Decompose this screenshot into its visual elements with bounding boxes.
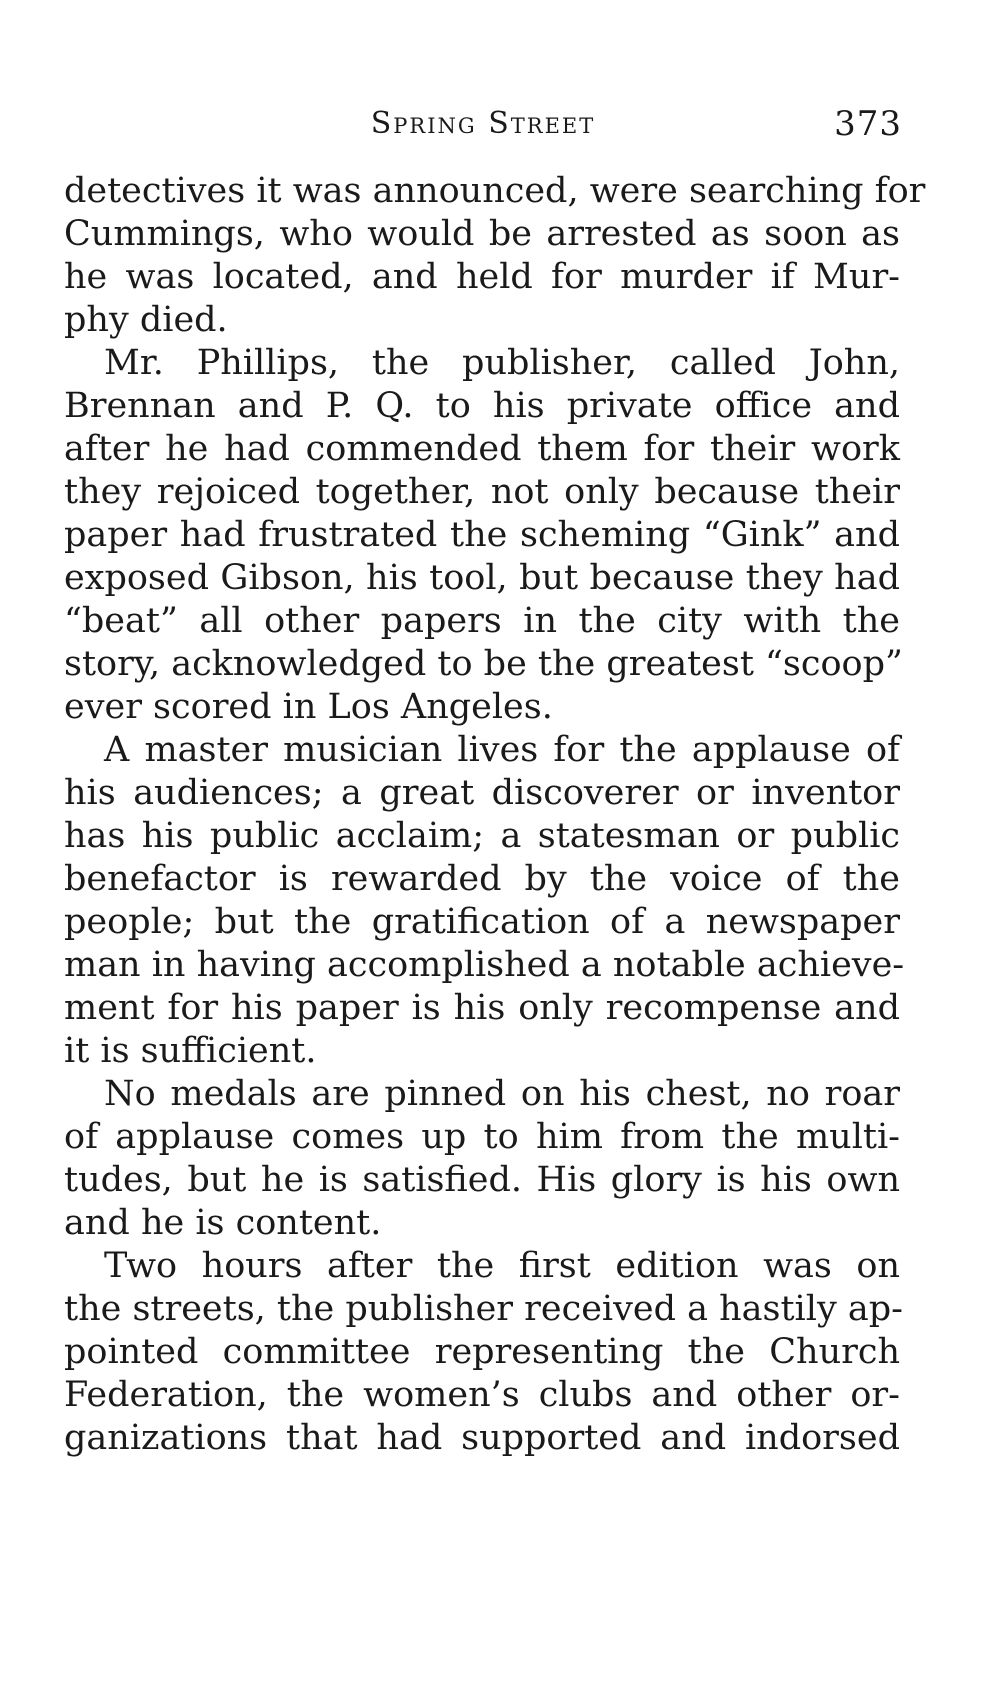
text-line: people; but the gratification of a newspaper	[64, 902, 900, 942]
text-line: Two hours after the first edition was on	[104, 1246, 900, 1286]
text-line: exposed Gibson, his tool, but because they had	[64, 558, 900, 598]
text-line: it is sufficient.	[64, 1031, 317, 1071]
text-line: detectives it was announced, were searching for	[64, 171, 926, 211]
text-line: “beat” all other papers in the city with the	[64, 601, 900, 641]
text-line: the streets, the publisher received a hastily ap-	[64, 1289, 903, 1329]
paragraph-2	[64, 342, 903, 729]
text-line: and he is content.	[64, 1203, 382, 1243]
paragraph-4	[64, 1073, 900, 1245]
text-line: ever scored in Los Angeles.	[64, 687, 553, 727]
text-line: benefactor is rewarded by the voice of the	[64, 859, 900, 899]
text-line: Federation, the women’s clubs and other or-	[64, 1375, 900, 1415]
text-line: after he had commended them for their work	[64, 429, 900, 469]
text-line: Brennan and P. Q. to his private office and	[64, 386, 900, 426]
paragraph-5	[64, 1245, 903, 1460]
text-line: A master musician lives for the applause of	[104, 730, 900, 770]
text-line: Cummings, who would be arrested as soon as	[64, 214, 900, 254]
text-line: has his public acclaim; a statesman or public	[64, 816, 900, 856]
text-line: tudes, but he is satisfied. His glory is his own	[64, 1160, 900, 1200]
text-line: No medals are pinned on his chest, no roar	[104, 1074, 900, 1114]
paragraph-1	[64, 170, 926, 342]
paragraph-3	[64, 729, 905, 1073]
text-line: his audiences; a great discoverer or inventor	[64, 773, 900, 813]
text-line: of applause comes up to him from the multi-	[64, 1117, 900, 1157]
text-line: ment for his paper is his only recompense and	[64, 988, 900, 1028]
page-number: 373	[834, 104, 902, 144]
running-head	[64, 100, 902, 148]
text-line: Mr. Phillips, the publisher, called John,	[104, 343, 900, 383]
text-line: they rejoiced together, not only because their	[64, 472, 900, 512]
running-title: Spring Street	[370, 106, 596, 141]
text-line: pointed committee representing the Church	[64, 1332, 900, 1372]
text-line: paper had frustrated the scheming “Gink” and	[64, 515, 900, 555]
text-line: ganizations that had supported and indorsed	[64, 1418, 900, 1458]
text-line: story, acknowledged to be the greatest “scoop”	[64, 644, 903, 684]
text-line: phy died.	[64, 300, 228, 340]
text-line: man in having accomplished a notable achieve-	[64, 945, 905, 985]
body-text	[64, 170, 926, 1460]
text-line: he was located, and held for murder if Mur-	[64, 257, 900, 297]
